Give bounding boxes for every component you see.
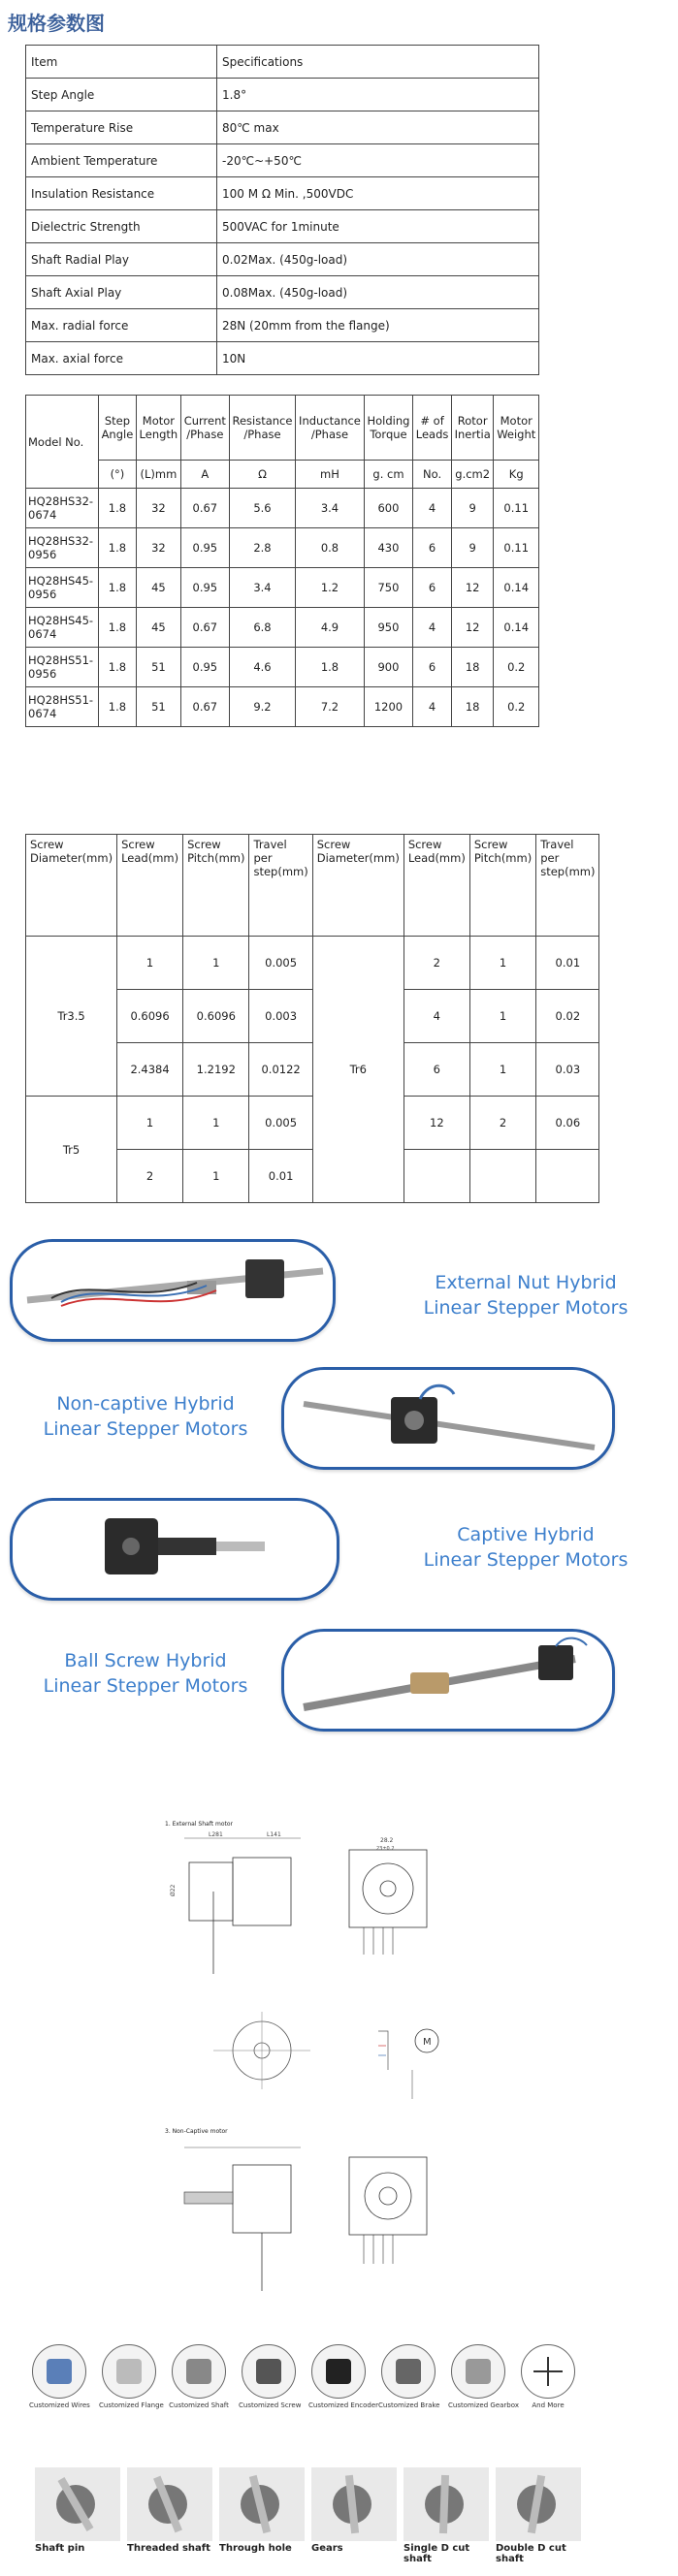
model-header-cell: Current /Phase — [180, 396, 229, 461]
screw-value-cell: 1 — [117, 937, 183, 990]
shaft-option-label: Gears — [311, 2543, 343, 2554]
banner-image-frame — [281, 1629, 615, 1732]
shaft-pin-icon — [35, 2467, 120, 2541]
shaft-option — [127, 2467, 212, 2554]
shaft-option — [404, 2467, 489, 2564]
model-value-cell: 9 — [451, 528, 494, 568]
model-value-cell: 0.2 — [494, 648, 539, 687]
non-captive-motor-image — [284, 1370, 612, 1467]
screw-header-cell: Screw Lead(mm) — [404, 835, 469, 937]
shaft-option — [496, 2467, 581, 2564]
spec-cell: -20℃~+50℃ — [217, 144, 539, 177]
model-value-cell: 1.8 — [99, 528, 137, 568]
screw-value-cell: 6 — [404, 1043, 469, 1097]
spec-row — [26, 342, 539, 375]
model-value-cell: 0.11 — [494, 528, 539, 568]
model-value-cell: 6.8 — [229, 608, 296, 648]
model-value-cell: 0.14 — [494, 568, 539, 608]
model-value-cell: 1.8 — [99, 687, 137, 727]
spec-cell: Max. radial force — [26, 309, 217, 342]
model-header-cell: Motor Length — [136, 396, 180, 461]
screw-icon — [242, 2344, 296, 2399]
model-value-cell: 32 — [136, 528, 180, 568]
dim-231: 23±0.2 — [376, 1846, 395, 1852]
model-value-cell: 9 — [451, 489, 494, 528]
model-no-header: Model No. — [26, 396, 99, 489]
shaft-option-label: Shaft pin — [35, 2543, 85, 2554]
model-number-cell: HQ28HS32-0956 — [26, 528, 99, 568]
customization-option-label: Customized Encoder — [308, 2401, 379, 2409]
model-row — [26, 528, 539, 568]
model-value-cell: 0.2 — [494, 687, 539, 727]
model-value-cell: 0.8 — [296, 528, 364, 568]
model-value-cell: 430 — [364, 528, 413, 568]
screw-value-cell: 12 — [404, 1097, 469, 1150]
model-value-cell: 1.8 — [296, 648, 364, 687]
model-row — [26, 687, 539, 727]
through-hole-icon — [219, 2467, 305, 2541]
model-value-cell: 18 — [451, 687, 494, 727]
banner-image-frame — [281, 1367, 615, 1470]
shaft-option-label: Threaded shaft — [127, 2543, 210, 2554]
banner-title-line2: Linear Stepper Motors — [43, 1675, 248, 1697]
ball-screw-motor-image — [284, 1632, 612, 1729]
model-unit-cell: Kg — [494, 461, 539, 489]
banner-title-line2: Linear Stepper Motors — [423, 1297, 629, 1319]
model-header-cell: Step Angle — [99, 396, 137, 461]
screw-empty-cell — [404, 1150, 469, 1203]
shaft-options — [35, 2467, 588, 2564]
model-value-cell: 900 — [364, 648, 413, 687]
shaft-option-label: Single D cut shaft — [404, 2543, 470, 2564]
model-row — [26, 648, 539, 687]
shaft-option — [219, 2467, 305, 2554]
model-header-cell: Resistance /Phase — [229, 396, 296, 461]
model-value-cell: 0.95 — [180, 528, 229, 568]
screw-value-cell: 1 — [469, 937, 535, 990]
customization-option — [518, 2344, 578, 2409]
model-value-cell: 1.2 — [296, 568, 364, 608]
screw-empty-cell — [536, 1150, 599, 1203]
spec-cell: Insulation Resistance — [26, 177, 217, 210]
screw-value-cell: 0.0122 — [249, 1043, 312, 1097]
spec-cell: Max. axial force — [26, 342, 217, 375]
screw-value-cell: 1 — [117, 1097, 183, 1150]
screw-value-cell: 1.2192 — [183, 1043, 249, 1097]
model-value-cell: 0.95 — [180, 568, 229, 608]
model-value-cell: 5.6 — [229, 489, 296, 528]
spec-row — [26, 177, 539, 210]
banner-title-line1: Ball Screw Hybrid — [64, 1650, 227, 1671]
spec-cell: Ambient Temperature — [26, 144, 217, 177]
screw-diameter-cell: Tr5 — [26, 1097, 117, 1203]
encoder-icon — [311, 2344, 366, 2399]
model-number-cell: HQ28HS32-0674 — [26, 489, 99, 528]
customization-option-label: Customized Wires — [29, 2401, 90, 2409]
screw-value-cell: 1 — [469, 1043, 535, 1097]
screw-header-cell: Travel per step(mm) — [536, 835, 599, 937]
model-unit-cell: No. — [413, 461, 452, 489]
gears-icon — [311, 2467, 397, 2541]
screw-header-cell: Screw Pitch(mm) — [469, 835, 535, 937]
screw-table — [25, 834, 599, 1203]
model-value-cell: 32 — [136, 489, 180, 528]
model-value-cell: 0.67 — [180, 489, 229, 528]
customization-option-label: Customized Gearbox — [448, 2401, 519, 2409]
model-value-cell: 1.8 — [99, 568, 137, 608]
plus-icon — [521, 2344, 575, 2399]
screw-diameter-cell: Tr6 — [312, 937, 404, 1203]
model-value-cell: 6 — [413, 648, 452, 687]
customization-option-label: And More — [532, 2401, 565, 2409]
spec-cell: 500VAC for 1minute — [217, 210, 539, 243]
shaft-option — [311, 2467, 397, 2554]
dim-282: 28.2 — [380, 1837, 394, 1844]
model-unit-row — [26, 461, 539, 489]
model-value-cell: 12 — [451, 608, 494, 648]
screw-header-row — [26, 835, 599, 937]
spec-row — [26, 309, 539, 342]
model-row — [26, 489, 539, 528]
captive-motor-image — [13, 1501, 337, 1598]
screw-value-cell: 1 — [183, 937, 249, 990]
spec-header-row — [26, 46, 539, 79]
customization-option — [308, 2344, 379, 2409]
screw-value-cell: 0.06 — [536, 1097, 599, 1150]
model-value-cell: 4 — [413, 608, 452, 648]
model-header-cell: Rotor Inertia — [451, 396, 494, 461]
model-number-cell: HQ28HS51-0956 — [26, 648, 99, 687]
customization-option — [378, 2344, 438, 2409]
spec-cell: 0.08Max. (450g-load) — [217, 276, 539, 309]
customization-options — [29, 2344, 592, 2412]
model-value-cell: 45 — [136, 568, 180, 608]
model-unit-cell: (L)mm — [136, 461, 180, 489]
model-row — [26, 568, 539, 608]
spec-header-cell: Specifications — [217, 46, 539, 79]
dim-l141: L141 — [267, 1831, 281, 1838]
model-value-cell: 1.8 — [99, 648, 137, 687]
screw-header-cell: Screw Diameter(mm) — [312, 835, 404, 937]
model-value-cell: 6 — [413, 568, 452, 608]
model-value-cell: 51 — [136, 648, 180, 687]
model-unit-cell: g. cm — [364, 461, 413, 489]
dim-d22: Ø22 — [170, 1884, 177, 1896]
model-value-cell: 950 — [364, 608, 413, 648]
model-value-cell: 4.9 — [296, 608, 364, 648]
customization-option — [29, 2344, 89, 2409]
customization-option — [448, 2344, 519, 2409]
spec-row — [26, 144, 539, 177]
wires-icon — [32, 2344, 86, 2399]
brake-icon — [381, 2344, 436, 2399]
model-value-cell: 6 — [413, 528, 452, 568]
flange-wiring-drawing — [155, 2002, 466, 2109]
model-value-cell: 1200 — [364, 687, 413, 727]
model-unit-cell: Ω — [229, 461, 296, 489]
model-value-cell: 0.67 — [180, 687, 229, 727]
screw-header-cell: Screw Lead(mm) — [117, 835, 183, 937]
threaded-shaft-icon — [127, 2467, 212, 2541]
non-captive-drawing — [155, 2128, 466, 2303]
screw-header-cell: Screw Diameter(mm) — [26, 835, 117, 937]
spec-cell: Temperature Rise — [26, 111, 217, 144]
model-value-cell: 4 — [413, 489, 452, 528]
model-header-cell: # of Leads — [413, 396, 452, 461]
screw-value-cell: 0.01 — [536, 937, 599, 990]
spec-header-cell: Item — [26, 46, 217, 79]
model-row — [26, 608, 539, 648]
page-heading: 规格参数图 — [8, 12, 105, 35]
model-unit-cell: mH — [296, 461, 364, 489]
screw-header-cell: Travel per step(mm) — [249, 835, 312, 937]
screw-value-cell: 0.6096 — [183, 990, 249, 1043]
model-value-cell: 600 — [364, 489, 413, 528]
model-value-cell: 1.8 — [99, 489, 137, 528]
customization-option-label: Customized Screw — [239, 2401, 302, 2409]
banner-title-line2: Linear Stepper Motors — [43, 1418, 248, 1440]
double-d-cut-icon — [496, 2467, 581, 2541]
model-value-cell: 0.11 — [494, 489, 539, 528]
screw-value-cell: 0.005 — [249, 1097, 312, 1150]
model-value-cell: 0.14 — [494, 608, 539, 648]
model-unit-cell: A — [180, 461, 229, 489]
spec-cell: 1.8° — [217, 79, 539, 111]
banner-image-frame — [10, 1239, 336, 1342]
model-value-cell: 45 — [136, 608, 180, 648]
screw-value-cell: 1 — [183, 1097, 249, 1150]
spec-cell: 28N (20mm from the flange) — [217, 309, 539, 342]
screw-value-cell: 0.03 — [536, 1043, 599, 1097]
spec-cell: Step Angle — [26, 79, 217, 111]
gearbox-icon — [451, 2344, 505, 2399]
model-number-cell: HQ28HS45-0674 — [26, 608, 99, 648]
screw-value-cell: 0.02 — [536, 990, 599, 1043]
screw-value-cell: 2 — [117, 1150, 183, 1203]
model-table — [25, 395, 539, 727]
model-value-cell: 4 — [413, 687, 452, 727]
single-d-cut-icon — [404, 2467, 489, 2541]
screw-value-cell: 0.003 — [249, 990, 312, 1043]
model-unit-cell: (°) — [99, 461, 137, 489]
model-unit-cell: g.cm2 — [451, 461, 494, 489]
screw-value-cell: 0.6096 — [117, 990, 183, 1043]
external-shaft-drawing — [155, 1821, 466, 1995]
spec-cell: 10N — [217, 342, 539, 375]
banner-title-line1: Non-captive Hybrid — [56, 1393, 235, 1415]
model-value-cell: 7.2 — [296, 687, 364, 727]
screw-value-cell: 1 — [469, 990, 535, 1043]
spec-cell: Shaft Radial Play — [26, 243, 217, 276]
model-header-row — [26, 396, 539, 461]
model-header-cell: Inductance /Phase — [296, 396, 364, 461]
model-value-cell: 3.4 — [296, 489, 364, 528]
motor-symbol: M — [423, 2037, 432, 2048]
model-number-cell: HQ28HS45-0956 — [26, 568, 99, 608]
screw-value-cell: 0.005 — [249, 937, 312, 990]
spec-cell: Dielectric Strength — [26, 210, 217, 243]
model-value-cell: 750 — [364, 568, 413, 608]
banner-title-line1: Captive Hybrid — [457, 1524, 595, 1545]
shaft-option-label: Double D cut shaft — [496, 2543, 566, 2564]
dim-l281: L281 — [209, 1831, 223, 1838]
customization-option — [169, 2344, 229, 2409]
spec-row — [26, 243, 539, 276]
customization-option-label: Customized Brake — [378, 2401, 440, 2409]
model-value-cell: 3.4 — [229, 568, 296, 608]
model-number-cell: HQ28HS51-0674 — [26, 687, 99, 727]
spec-row — [26, 111, 539, 144]
drawing-title: 1. External Shaft motor — [165, 1821, 233, 1828]
shaft-option-label: Through hole — [219, 2543, 292, 2554]
model-value-cell: 0.95 — [180, 648, 229, 687]
screw-empty-cell — [469, 1150, 535, 1203]
model-value-cell: 1.8 — [99, 608, 137, 648]
model-value-cell: 51 — [136, 687, 180, 727]
customization-option — [239, 2344, 302, 2409]
screw-value-cell: 4 — [404, 990, 469, 1043]
model-value-cell: 12 — [451, 568, 494, 608]
spec-cell: 0.02Max. (450g-load) — [217, 243, 539, 276]
shaft-option — [35, 2467, 120, 2554]
model-header-cell: Motor Weight — [494, 396, 539, 461]
screw-header-cell: Screw Pitch(mm) — [183, 835, 249, 937]
spec-row — [26, 79, 539, 111]
model-value-cell: 4.6 — [229, 648, 296, 687]
model-value-cell: 0.67 — [180, 608, 229, 648]
screw-value-cell: 2 — [404, 937, 469, 990]
banner-title-line2: Linear Stepper Motors — [423, 1549, 629, 1571]
banner-image-frame — [10, 1498, 339, 1601]
model-header-cell: Holding Torque — [364, 396, 413, 461]
screw-row — [26, 937, 599, 990]
spec-cell: 100 M Ω Min. ,500VDC — [217, 177, 539, 210]
screw-diameter-cell: Tr3.5 — [26, 937, 117, 1097]
model-value-cell: 9.2 — [229, 687, 296, 727]
specifications-table — [25, 45, 539, 375]
banner-title-line1: External Nut Hybrid — [435, 1272, 617, 1293]
customization-option-label: Customized Shaft — [169, 2401, 229, 2409]
spec-row — [26, 210, 539, 243]
customization-option — [99, 2344, 164, 2409]
shaft-icon — [172, 2344, 226, 2399]
model-value-cell: 2.8 — [229, 528, 296, 568]
spec-cell: Shaft Axial Play — [26, 276, 217, 309]
spec-cell: 80℃ max — [217, 111, 539, 144]
model-value-cell: 18 — [451, 648, 494, 687]
drawing-title: 3. Non-Captive motor — [165, 2128, 228, 2135]
spec-row — [26, 276, 539, 309]
screw-value-cell: 2 — [469, 1097, 535, 1150]
screw-value-cell: 0.01 — [249, 1150, 312, 1203]
external-nut-motor-image — [13, 1242, 333, 1339]
screw-value-cell: 1 — [183, 1150, 249, 1203]
customization-option-label: Customized Flange — [99, 2401, 164, 2409]
flange-icon — [102, 2344, 156, 2399]
screw-value-cell: 2.4384 — [117, 1043, 183, 1097]
